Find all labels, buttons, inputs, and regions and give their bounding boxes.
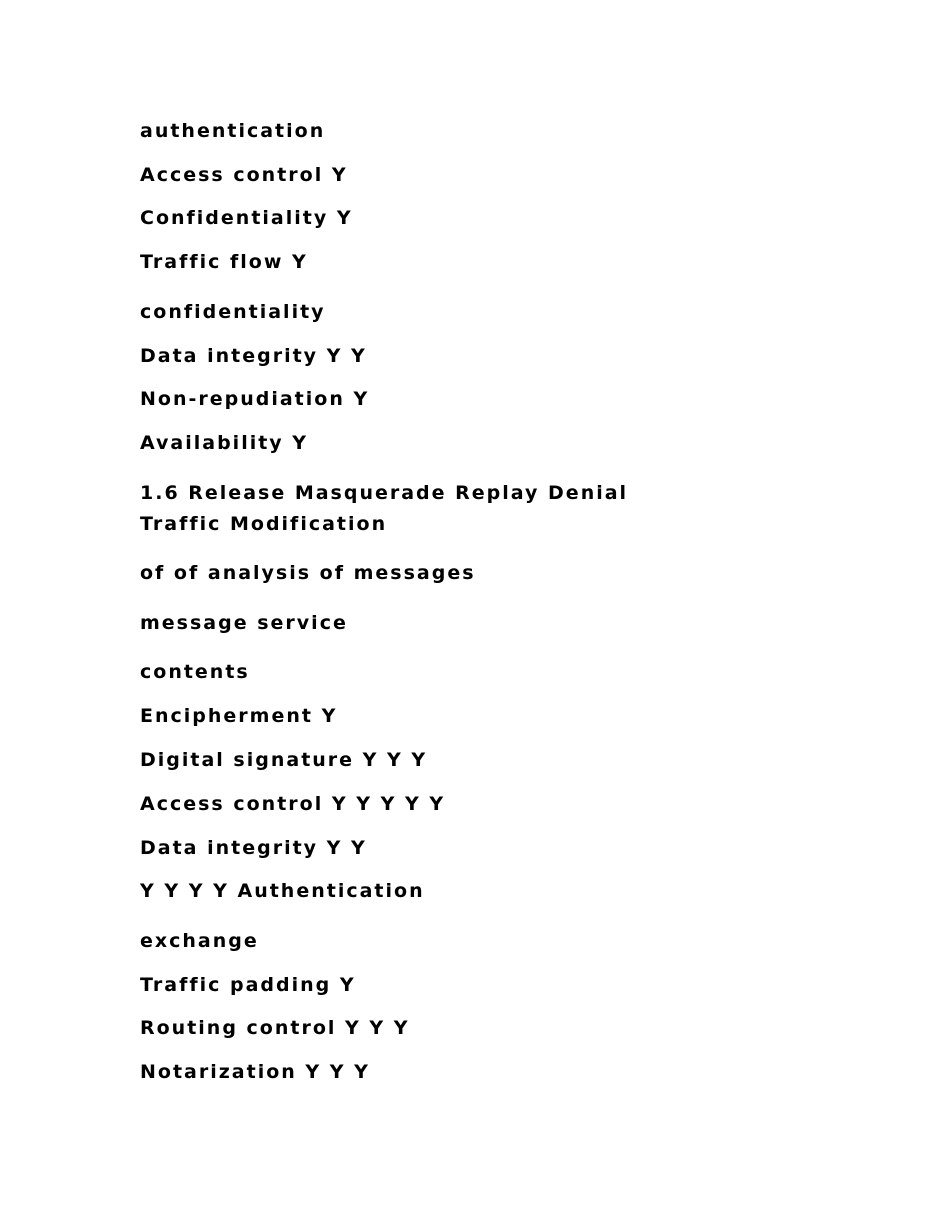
text-line: 1.6 Release Masquerade Replay Denial Traffic Modification <box>140 482 637 535</box>
text-line: Encipherment Y <box>140 705 338 727</box>
text-line: Routing control Y Y Y <box>140 1017 410 1039</box>
text-line: Confidentiality Y <box>140 207 353 229</box>
text-line: Data integrity Y Y <box>140 345 367 367</box>
text-line: contents <box>140 661 250 683</box>
text-line: Y Y Y Y Authentication <box>140 880 425 902</box>
text-line: Availability Y <box>140 432 309 454</box>
text-line: Notarization Y Y Y <box>140 1061 370 1083</box>
text-line: of of analysis of messages <box>140 562 476 584</box>
text-line: authentication <box>140 120 326 142</box>
text-line: Non-repudiation Y <box>140 388 370 410</box>
text-line: Access control Y Y Y Y Y <box>140 793 446 815</box>
text-line: message service <box>140 612 348 634</box>
text-line: Traffic flow Y <box>140 251 308 273</box>
text-line: Data integrity Y Y <box>140 837 367 859</box>
text-line: Access control Y <box>140 164 348 186</box>
text-line: confidentiality <box>140 301 326 323</box>
text-line: exchange <box>140 930 259 952</box>
text-line: Digital signature Y Y Y <box>140 749 428 771</box>
text-line: Traffic padding Y <box>140 974 356 996</box>
